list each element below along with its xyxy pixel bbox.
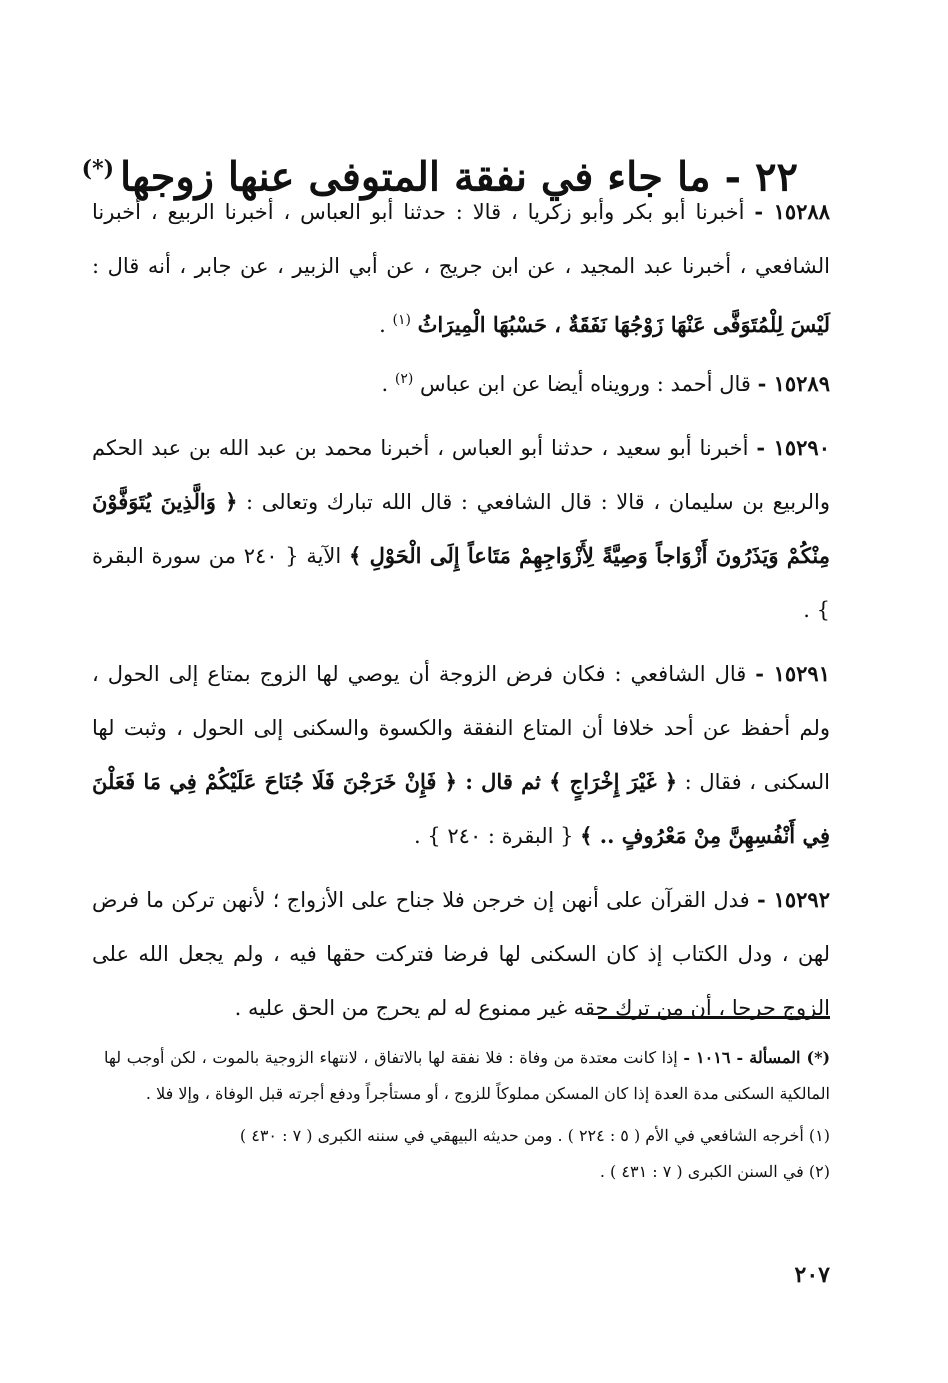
paragraph-text-end: الآية { ٢٤٠ من سورة البقرة } . xyxy=(92,544,830,622)
hadith-paragraph xyxy=(92,421,830,637)
hadith-number: ١٥٢٩١ - xyxy=(755,661,830,686)
footnote-label: (*) المسألة - ١٠١٦ - xyxy=(683,1048,831,1067)
footnote-divider xyxy=(598,1016,830,1019)
footnote-text: (١) أخرجه الشافعي في الأم ( ٥ : ٢٢٤ ) . ومن حديثه البيهقي في سننه الكبرى ( ٧ : ٤٣٠ ) xyxy=(239,1126,830,1145)
footnote-ref: (٢) xyxy=(394,371,414,387)
page-number: ٢٠٧ xyxy=(794,1262,830,1288)
footnote xyxy=(104,1118,830,1154)
hadith-paragraph xyxy=(92,873,830,1035)
footnote-text: إذا كانت معتدة من وفاة : فلا نفقة لها بالاتفاق ، لانتهاء الزوجية بالموت ، لكن أوجب لها المالكية السكنى مدة العدة إذا كان المسكن مملوكاً للزوج ، أو مستأجراً ودفع أجرته قبل الوفاة ، وإلا فلا . xyxy=(104,1048,830,1103)
hadith-paragraph xyxy=(92,352,830,411)
hadith-paragraph xyxy=(92,185,830,352)
hadith-number: ١٥٢٨٨ - xyxy=(754,199,830,224)
hadith-number: ١٥٢٩٢ - xyxy=(756,887,830,912)
chapter-title: ٢٢ - ما جاء في نفقة المتوفى عنها زوجها xyxy=(120,153,798,201)
paragraph-text-end: . xyxy=(381,372,395,396)
paragraph-text: أخبرنا أبو بكر وأبو زكريا ، قالا : حدثنا أبو العباس ، أخبرنا الربيع ، أخبرنا الشافعي ، أخبرنا عبد المجيد ، عن ابن جريج ، عن أبي الزبير ، عن جابر ، أنه قال : xyxy=(92,200,830,278)
quran-verse: ﴿ غَيْرَ إِخْرَاجٍ ﴾ ثم قال : ﴿ فَإِنْ خَرَجْنَ فَلَا جُنَاحَ عَلَيْكُمْ فِي مَا فَعَلْنَ فِي أَنْفُسِهِنَّ مِنْ مَعْرُوفٍ .. ﴾ xyxy=(92,769,830,848)
footnotes xyxy=(104,1040,830,1190)
main-text xyxy=(92,185,830,1035)
footnote-ref: (١) xyxy=(392,312,411,328)
hadith-paragraph xyxy=(92,647,830,863)
hadith-number: ١٥٢٨٩ - xyxy=(757,371,830,396)
paragraph-text: فدل القرآن على أنهن إن خرجن فلا جناح على الأزواج ؛ لأنهن تركن ما فرض لهن ، ودل الكتاب إذ كان السكنى لها فرضا فتركت حقها فيه ، ولم يجعل الله على الزوج حرجا ، أن من ترك حقه غير ممنوع له لم يحرج من الحق عليه . xyxy=(92,888,830,1020)
quran-verse: ﴿ وَالَّذِينَ يُتَوَفَّوْنَ مِنْكُمْ وَيَذَرُونَ أَزْوَاجاً وَصِيَّةً لِأَزْوَاجِهِمْ مَتَاعاً إِلَى الْحَوْلِ ﴾ xyxy=(92,489,830,568)
footnote xyxy=(104,1154,830,1190)
paragraph-text: قال الشافعي : فكان فرض الزوجة أن يوصي لها الزوج بمتاع إلى الحول ، ولم أحفظ عن أحد خلافا أن المتاع النفقة والكسوة والسكنى إلى الحول ، وثبت لها السكنى ، فقال : xyxy=(92,662,831,794)
hadith-number: ١٥٢٩٠ - xyxy=(756,435,830,460)
footnote-marker: (*) xyxy=(81,155,114,182)
paragraph-text: أخبرنا أبو سعيد ، حدثنا أبو العباس ، أخبرنا محمد بن عبد الله بن عبد الحكم والربيع بن سليمان ، قالا : قال الشافعي : قال الله تبارك وتعالى : xyxy=(92,436,831,514)
paragraph-text-end: { البقرة : ٢٤٠ } . xyxy=(414,824,581,848)
footnote xyxy=(104,1040,830,1112)
paragraph-text-end: . xyxy=(379,313,393,337)
footnote-text: (٢) في السنن الكبرى ( ٧ : ٤٣١ ) . xyxy=(599,1162,830,1181)
paragraph-text: قال أحمد : ورويناه أيضا عن ابن عباس xyxy=(413,372,758,396)
hadith-matn: لَيْسَ لِلْمُتَوَفَّى عَنْهَا زَوْجُهَا نَفَقَةٌ ، حَسْبُهَا الْمِيرَاثُ xyxy=(417,312,830,337)
